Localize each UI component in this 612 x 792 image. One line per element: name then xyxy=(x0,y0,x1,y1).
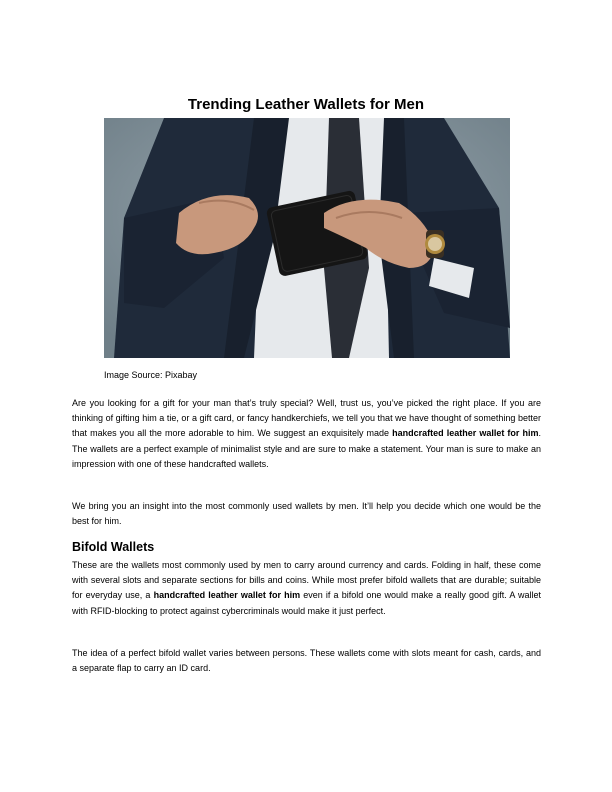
section-heading-bifold: Bifold Wallets xyxy=(72,540,155,554)
document-title: Trending Leather Wallets for Men xyxy=(187,96,425,113)
intro-bold-phrase: handcrafted leather wallet for him xyxy=(392,428,539,439)
image-caption: Image Source: Pixabay xyxy=(104,370,198,380)
bifold-text-end: even if a bifold one would make a really good gift. A wallet with RFID-blocking to protect against cybercriminals would make it just perfect. xyxy=(72,590,541,616)
bifold-paragraph xyxy=(72,558,541,619)
bifold-text-start: These are the wallets most commonly used by men to carry around currency and cards. Folding in half, these come with several slots and separate sections for bills and coins. While most prefer bifold wallets that are durable; suitable for everyday use, a xyxy=(72,560,541,601)
intro-paragraph xyxy=(72,396,541,472)
final-paragraph: The idea of a perfect bifold wallet varies between persons. These wallets come with slots meant for cash, cards, and a separate flap to carry an ID card. xyxy=(72,648,541,674)
intro-text-start: Are you looking for a gift for your man that’s truly special? Well, trust us, you’ve picked the right place. If you are thinking of gifting him a tie, or a gift card, or fancy handkerchiefs, we tell you that we have thought of something better that makes you all the more adorable to him. We suggest an exquisitely made xyxy=(72,398,541,439)
man-with-wallet-image xyxy=(104,118,510,358)
intro-text-end: . The wallets are a perfect example of minimalist style and are sure to make a statement. Your man is sure to make an impression with one of these handcrafted wallets. xyxy=(72,428,542,469)
insight-paragraph: We bring you an insight into the most commonly used wallets by men. It’ll help you decide which one would be the best for him. xyxy=(72,501,541,527)
article-photo xyxy=(104,118,510,358)
bifold-bold-phrase: handcrafted leather wallet for him xyxy=(153,590,301,601)
